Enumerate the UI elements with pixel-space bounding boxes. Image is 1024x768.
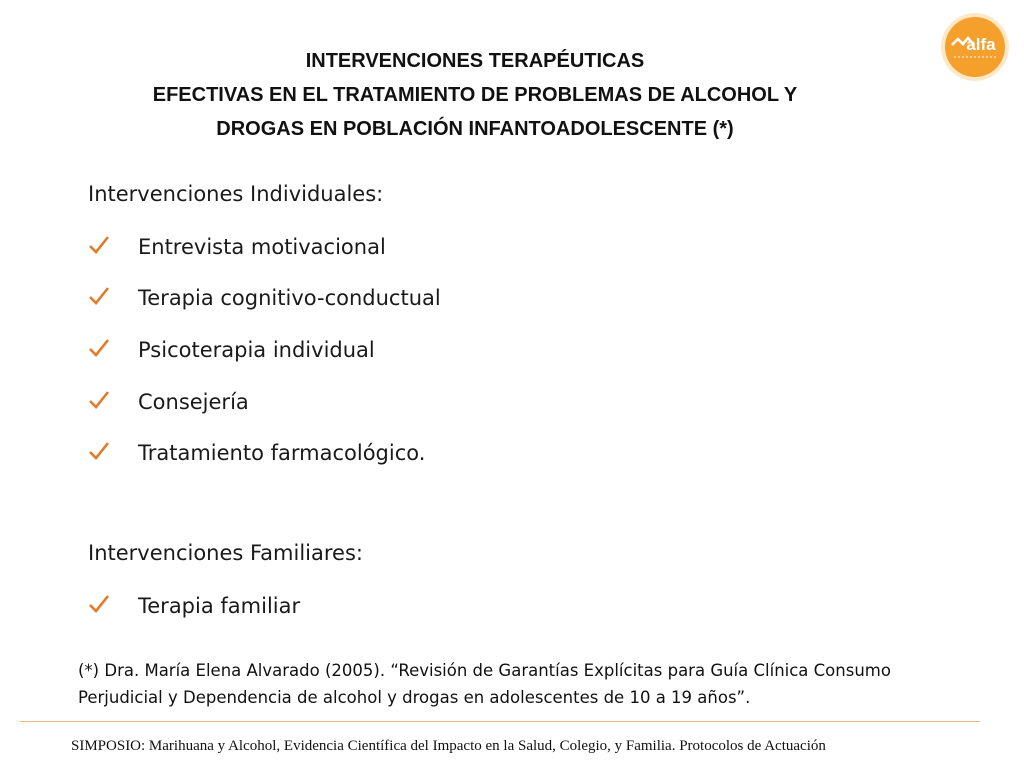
item-label: Consejería	[138, 390, 249, 414]
title-line-2: EFECTIVAS EN EL TRATAMIENTO DE PROBLEMAS DE ALCOHOL Y	[152, 84, 798, 106]
list-item	[88, 591, 300, 621]
logo-badge-icon	[940, 12, 1010, 82]
logo-text: alfa	[966, 35, 996, 54]
item-label: Terapia familiar	[138, 594, 301, 618]
list-item	[88, 335, 375, 365]
footnote-line-2: Perjudicial y Dependencia de alcohol y drogas en adolescentes de 10 a 19 años”.	[78, 688, 751, 707]
title-line-3: DROGAS EN POBLACIÓN INFANTOADOLESCENTE (*)	[216, 118, 734, 140]
list-item	[88, 387, 249, 417]
title-line-1: INTERVENCIONES TERAPÉUTICAS	[305, 50, 645, 72]
item-label: Terapia cognitivo-conductual	[138, 286, 441, 310]
footnote	[78, 657, 998, 711]
checkmark-icon	[88, 390, 138, 415]
list-item	[88, 232, 386, 262]
checkmark-icon	[88, 286, 138, 311]
individual-heading: Intervenciones Individuales:	[88, 182, 384, 206]
item-label: Tratamiento farmacológico.	[138, 441, 426, 465]
footnote-line-1: (*) Dra. María Elena Alvarado (2005). “Revisión de Garantías Explícitas para Guía Clínica Consumo	[78, 661, 891, 680]
list-item	[88, 438, 425, 468]
footer-text: SIMPOSIO: Marihuana y Alcohol, Evidencia Científica del Impacto en la Salud, Colegio, y Familia. Protocolos de Actuación	[71, 738, 826, 754]
footer-divider	[20, 721, 980, 722]
logo	[940, 12, 1010, 82]
checkmark-icon	[88, 235, 138, 260]
list-item	[88, 283, 441, 313]
familiar-heading: Intervenciones Familiares:	[88, 541, 363, 565]
checkmark-icon	[88, 594, 138, 619]
slide-title	[60, 44, 890, 146]
checkmark-icon	[88, 338, 138, 363]
item-label: Psicoterapia individual	[138, 338, 375, 362]
checkmark-icon	[88, 441, 138, 466]
item-label: Entrevista motivacional	[138, 235, 386, 259]
